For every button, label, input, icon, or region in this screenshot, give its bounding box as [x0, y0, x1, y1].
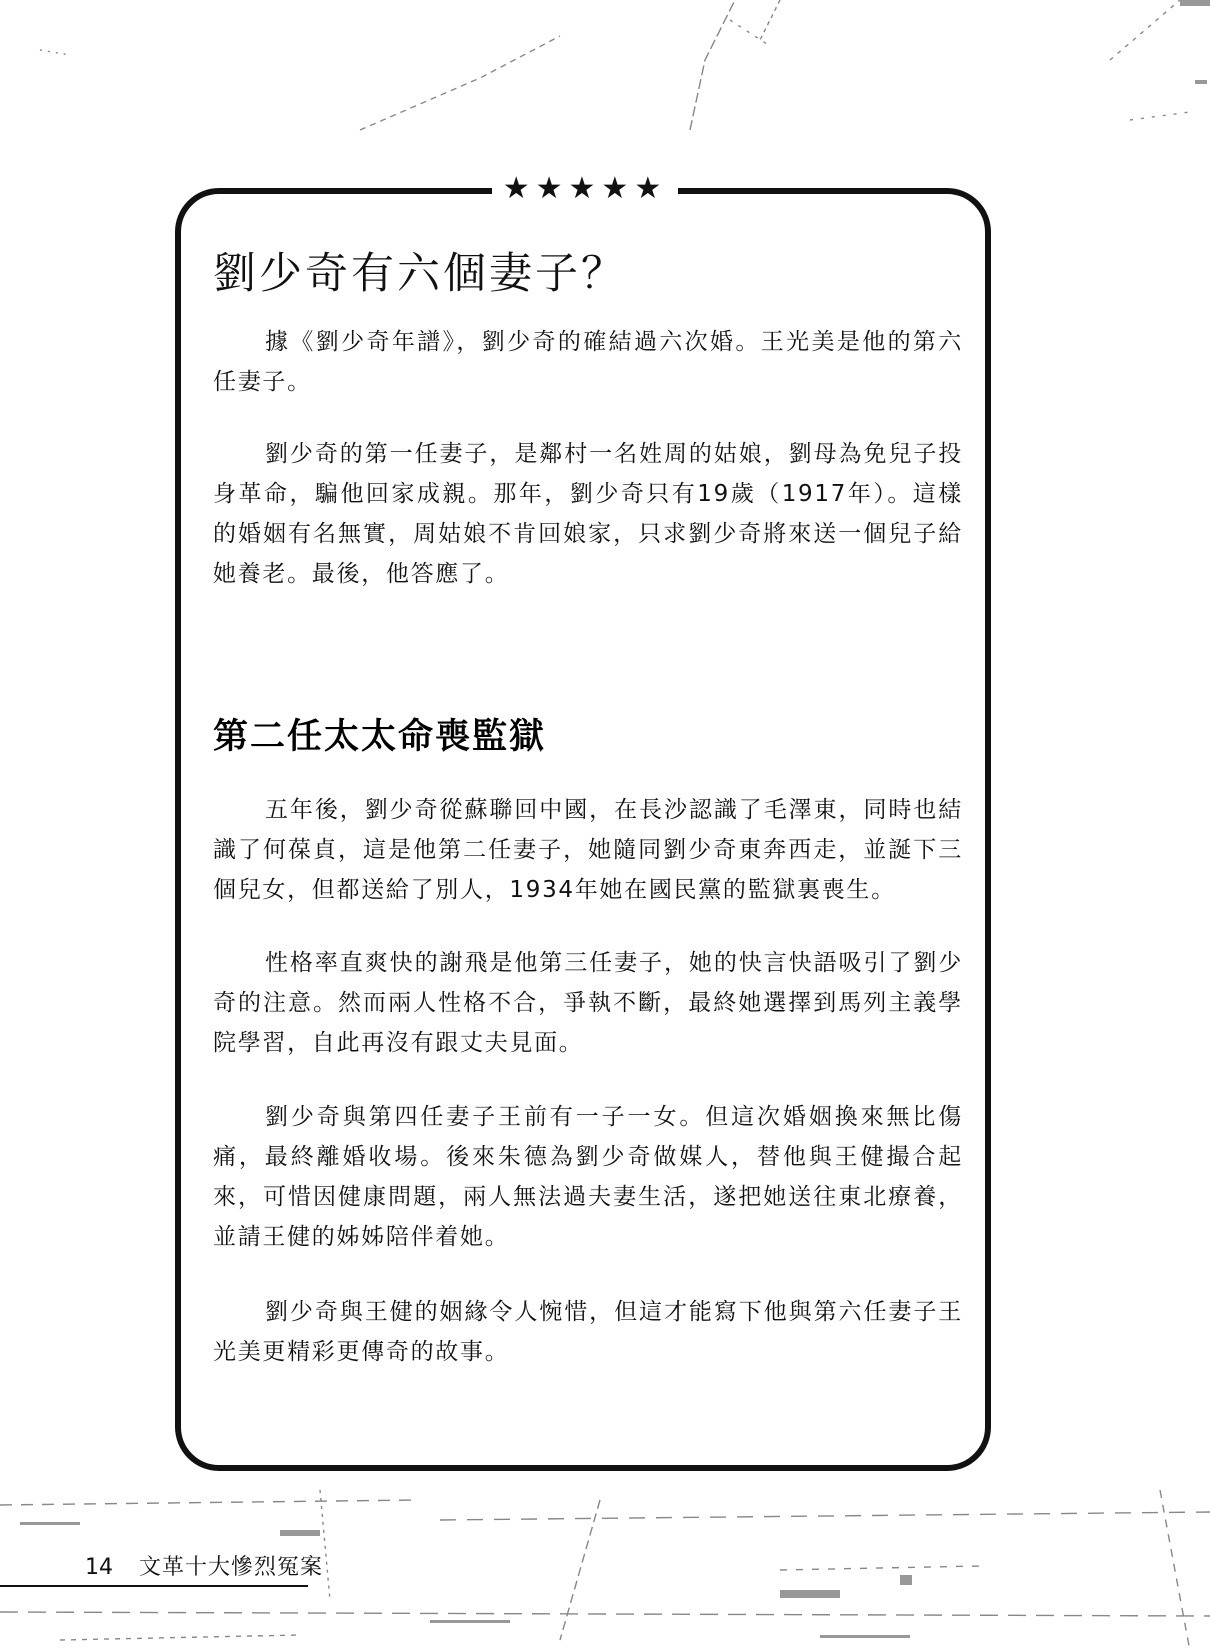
paragraph: 劉少奇的第一任妻子，是鄰村一名姓周的姑娘，劉母為免兒子投身革命，騙他回家成親。那年，劉少奇只有19歲（1917年）。這樣的婚姻有名無實，周姑娘不肯回娘家，只求劉少奇將來送一個兒子給她養老。最後，他答應了。 — [213, 441, 963, 587]
paragraph: 據《劉少奇年譜》，劉少奇的確結過六次婚。王光美是他的第六任妻子。 — [213, 329, 963, 395]
paragraph: 劉少奇與王健的姻緣令人惋惜，但這才能寫下他與第六任妻子王光美更精彩更傳奇的故事。 — [213, 1299, 963, 1365]
paragraph: 性格率直爽快的謝飛是他第三任妻子，她的快言快語吸引了劉少奇的注意。然而兩人性格不合，爭執不斷，最終她選擇到馬列主義學院學習，自此再沒有跟丈夫見面。 — [213, 950, 963, 1056]
paragraph: 劉少奇與第四任妻子王前有一子一女。但這次婚姻換來無比傷痛，最終離婚收場。後來朱德為劉少奇做媒人，替他與王健撮合起來，可惜因健康問題，兩人無法過夫妻生活，遂把她送往東北療養，並請王健的姊姊陪伴着她。 — [213, 1104, 963, 1250]
section-heading: 第二任太太命喪監獄 — [213, 717, 547, 757]
stars-ornament: ★★★★★ — [492, 172, 678, 206]
page-number: 14 — [85, 1555, 113, 1580]
box-title: 劉少奇有六個妻子？ — [213, 249, 627, 299]
paragraph: 五年後，劉少奇從蘇聯回中國，在長沙認識了毛澤東，同時也結識了何葆貞，這是他第二任妻子，她隨同劉少奇東奔西走，並誕下三個兒女，但都送給了別人，1934年她在國民黨的監獄裏喪生。 — [213, 797, 963, 903]
book-title: 文革十大慘烈冤案 — [139, 1555, 324, 1580]
